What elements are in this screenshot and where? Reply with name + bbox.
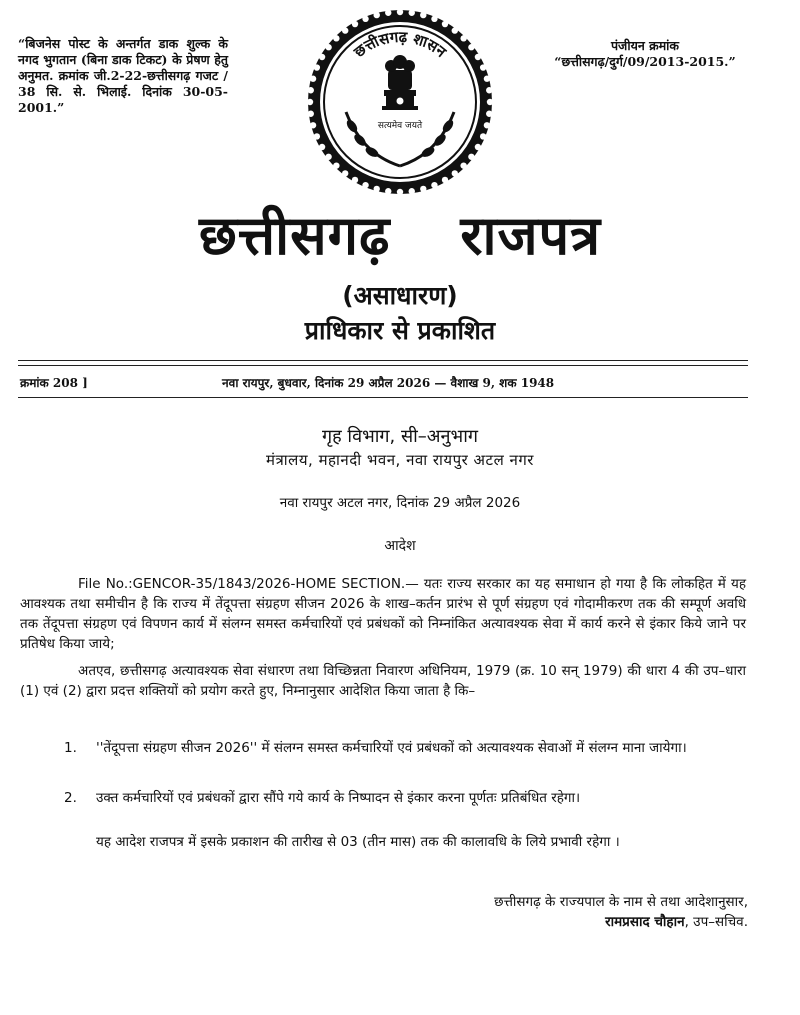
seal-notch: [308, 87, 314, 93]
seal-notch: [385, 188, 391, 194]
list-item-text: ''तेंदूपत्ता संग्रहण सीजन 2026'' में संलग्न समस्त कर्मचारियों एवं प्रबंधकों को अत्यावश्यक सेवाओं में संलग्न माना जायेगा।: [96, 740, 687, 756]
seal-notch: [460, 162, 466, 168]
seal-notch: [319, 144, 325, 150]
seal-notch: [362, 16, 368, 22]
state-seal-emblem: [302, 4, 498, 200]
seal-notch: [319, 54, 325, 60]
seal-notch: [333, 162, 339, 168]
seal-notch: [452, 27, 458, 33]
list-item: [64, 788, 744, 808]
seal-notch: [431, 16, 437, 22]
top-rule-double: [18, 365, 748, 366]
signatory-designation: , उप–सचिव.: [684, 914, 748, 930]
seal-notch: [468, 44, 474, 50]
seal-notch: [307, 99, 313, 105]
title-left: छत्तीसगढ़: [198, 204, 391, 267]
list-item: [64, 738, 744, 758]
gazette-subtitle-extraordinary: (असाधारण): [342, 281, 458, 310]
seal-notch: [420, 186, 426, 192]
seal-notch: [352, 21, 358, 27]
seal-notch: [442, 177, 448, 183]
seal-notch: [333, 35, 339, 41]
seal-notch: [442, 21, 448, 27]
seal-notch: [310, 76, 316, 82]
top-rule: [18, 360, 748, 361]
seal-notch: [487, 99, 493, 105]
issue-date-line: नवा रायपुर, बुधवार, दिनांक 29 अप्रैल 2026 — वैशाख 9, शक 1948: [222, 376, 555, 390]
list-item-number: 1.: [64, 740, 77, 756]
bottom-rule: [18, 397, 748, 398]
seal-notch: [420, 12, 426, 18]
title-right: राजपत्र: [460, 204, 602, 267]
order-dateline: नवा रायपुर अटल नगर, दिनांक 29 अप्रैल 2026: [279, 495, 521, 511]
registration-block: [530, 38, 760, 70]
seal-notch: [325, 44, 331, 50]
order-paragraph-1: File No.:GENCOR-35/1843/2026-HOME SECTION.— यतः राज्य सरकार का यह समाधान हो गया है कि लोकहित में यह आवश्यक तथा समीचीन है कि राज्य में तेंदूपत्ता संग्रहण सीजन 2026 के शाख–कर्तन प्रारंभ से पूर्ण संग्रहण एवं गोदामीकरण तक की सम्पूर्ण अवधि तक तेंदूपत्ता संग्रहण एवं विपणन कार्य में संलग्न समस्त कर्मचारियों एवं प्रबंधकों को निम्नांकित अत्यावश्यक सेवा में कार्य करने से इंकार किये जाने पर प्रतिषेध किया जाये;: [20, 576, 746, 652]
seal-notch: [486, 87, 492, 93]
postal-note: “बिजनेस पोस्ट के अन्तर्गत डाक शुल्क के नगद भुगतान (बिना डाक टिकट) के प्रेषण हेतु अनुमत. क्रमांक जी.2-22-छत्तीसगढ़ गजट / 38 सि. से. भिलाई. दिनांक 30-05-2001.”: [18, 36, 228, 115]
seal-notch: [310, 122, 316, 128]
seal-notch: [342, 27, 348, 33]
seal-notch: [475, 54, 481, 60]
signatory-name: रामप्रसाद चौहान: [605, 914, 685, 930]
seal-notch: [460, 35, 466, 41]
seal-notch: [452, 170, 458, 176]
seal-notch: [484, 76, 490, 82]
seal-notch: [362, 182, 368, 188]
gazette-title: [0, 196, 800, 270]
department-address: मंत्रालय, महानदी भवन, नवा रायपुर अटल नगर: [266, 451, 534, 469]
seal-notch: [385, 10, 391, 16]
seal-notch: [486, 111, 492, 117]
seal-notch: [484, 122, 490, 128]
seal-notch: [374, 12, 380, 18]
seal-notch: [342, 170, 348, 176]
list-item-text: उक्त कर्मचारियों एवं प्रबंधकों द्वारा सौंपे गये कार्य के निष्पादन से इंकार करना पूर्णतः प्रतिबंधित रहेगा।: [96, 790, 581, 806]
issue-number: क्रमांक 208 ]: [20, 376, 88, 390]
seal-notch: [314, 64, 320, 70]
seal-notch: [308, 111, 314, 117]
order-paragraph-3: [20, 832, 746, 852]
seal-name: छत्तीसगढ़ शासन: [350, 27, 450, 62]
signature-block: [605, 912, 748, 930]
seal-notch: [374, 186, 380, 192]
seal-notch: [431, 182, 437, 188]
seal-notch: [397, 9, 403, 15]
order-heading: आदेश: [384, 538, 416, 554]
seal-notch: [352, 177, 358, 183]
order-paragraph-3-text: यह आदेश राजपत्र में इसके प्रकाशन की तारीख से 03 (तीन मास) तक की कालावधि के लिये प्रभावी रहेगा ।: [96, 834, 620, 850]
seal-notch: [314, 133, 320, 139]
seal-motto: सत्यमेव जयते: [377, 121, 423, 131]
registration-label: पंजीयन क्रमांक: [610, 38, 680, 53]
seal-notch: [397, 189, 403, 195]
list-item-number: 2.: [64, 790, 77, 806]
seal-notch: [475, 144, 481, 150]
seal-notch: [325, 154, 331, 160]
seal-notch: [480, 64, 486, 70]
seal-notch: [468, 154, 474, 160]
order-paragraph-2: अतएव, छत्तीसगढ़ अत्यावश्यक सेवा संधारण तथा विच्छिन्नता निवारण अधिनियम, 1979 (क्र. 10 सन् 1979) की धारा 4 की उप–धारा (1) एवं (2) द्वारा प्रदत्त शक्तियों को प्रयोग करते हुए, निम्नानुसार आदेशित किया जाता है कि–: [20, 663, 746, 699]
seal-notch: [409, 10, 415, 16]
department-heading: गृह विभाग, सी–अनुभाग: [322, 426, 478, 447]
seal-notch: [480, 133, 486, 139]
registration-number: “छत्तीसगढ़/दुर्ग/09/2013-2015.”: [554, 54, 736, 69]
signature-authority-line: छत्तीसगढ़ के राज्यपाल के नाम से तथा आदेशानुसार,: [494, 894, 748, 910]
gazette-subtitle-authority: प्राधिकार से प्रकाशित: [304, 316, 496, 345]
seal-notch: [409, 188, 415, 194]
